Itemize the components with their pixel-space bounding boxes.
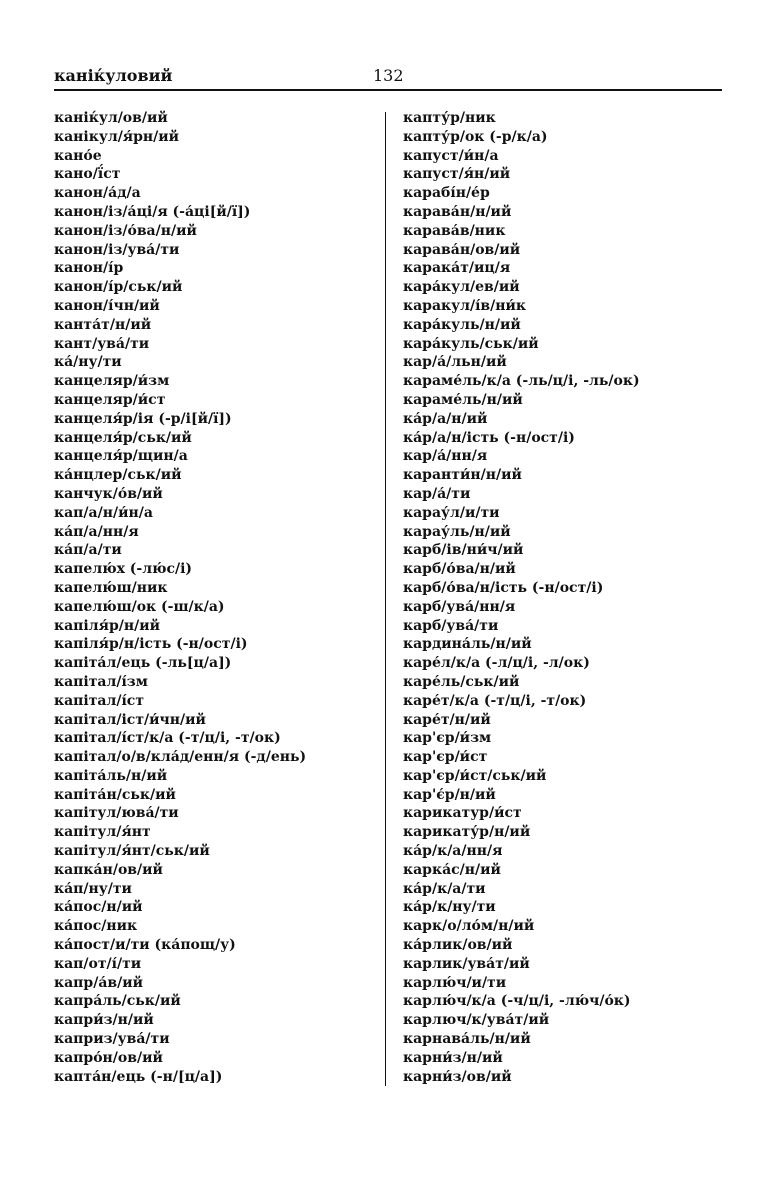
dictionary-entry: карка́с/н/ий: [403, 861, 501, 878]
dictionary-entry: канікул/я́рн/ий: [54, 128, 180, 145]
dictionary-entry: канцеля́р/ія (-р/і[й/ї]): [54, 410, 232, 427]
dictionary-entry: капіля́р/н/ість (-н/ост/і): [54, 636, 248, 653]
dictionary-entry: канон/і́р/ськ/ий: [54, 279, 183, 296]
dictionary-entry: кано́е: [54, 147, 102, 164]
dictionary-entry: карб/ів/ни́ч/ий: [403, 542, 524, 559]
dictionary-entry: карава́н/ов/ий: [403, 241, 521, 258]
dictionary-entry: карб/о́ва/н/ий: [403, 561, 516, 578]
dictionary-entry: канцеля́р/ськ/ий: [54, 429, 192, 446]
dictionary-entry: капро́н/ов/ий: [54, 1049, 163, 1066]
dictionary-entry: кар'єр/и́ст: [403, 749, 488, 766]
dictionary-entry: ка́п/а/нн/я: [54, 523, 139, 540]
dictionary-entry: кар/а́/ти: [403, 485, 471, 502]
dictionary-entry: кара́кул/ев/ий: [403, 279, 520, 296]
dictionary-entry: ка́р/а/н/ий: [403, 410, 488, 427]
dictionary-entry: карау́л/и/ти: [403, 504, 500, 521]
dictionary-entry: карб/ува́/нн/я: [403, 598, 516, 615]
dictionary-entry: капр/а́в/ий: [54, 974, 144, 991]
dictionary-entry: кап/от/і́/ти: [54, 955, 142, 972]
dictionary-entry: ка́пост/и/ти (ка́пощ/у): [54, 937, 236, 954]
dictionary-entry: канон/із/а́ці/я (-а́ці[й/ї]): [54, 203, 251, 220]
dictionary-entry: карнава́ль/н/ий: [403, 1031, 531, 1048]
dictionary-entry: капри́з/н/ий: [54, 1012, 154, 1029]
dictionary-entry: ка́р/к/а/нн/я: [403, 843, 503, 860]
dictionary-entry: кар'єр/и́ст/ськ/ий: [403, 767, 547, 784]
dictionary-entry: кардина́ль/н/ий: [403, 636, 532, 653]
dictionary-entry: каніќул/ов/ий: [54, 110, 168, 126]
dictionary-entry: капіта́л/ець (-ль[ц/а]): [54, 655, 232, 672]
dictionary-entry: канцеля́р/щин/а: [54, 448, 188, 465]
dictionary-entry: ка́р/к/а/ти: [403, 880, 486, 897]
dictionary-entry: ка́рлик/ов/ий: [403, 937, 513, 954]
dictionary-entry: карлю́ч/и/ти: [403, 974, 507, 991]
dictionary-entry: кант/ува́/ти: [54, 335, 150, 352]
dictionary-entry: канон/із/ува́/ти: [54, 241, 180, 258]
right-column: [403, 109, 733, 1086]
dictionary-entry: карака́т/иц/я: [403, 260, 511, 277]
dictionary-entry: карни́з/н/ий: [403, 1049, 503, 1066]
dictionary-entry: карни́з/ов/ий: [403, 1068, 512, 1085]
dictionary-entry: карлю́ч/к/а (-ч/ц/і, -лю́ч/о́к): [403, 993, 631, 1010]
dictionary-entry: каре́ль/ськ/ий: [403, 673, 520, 690]
dictionary-entry: карикату́р/н/ий: [403, 824, 531, 841]
dictionary-entry: ка́п/ну/ти: [54, 880, 132, 897]
dictionary-entry: карк/о/ло́м/н/ий: [403, 918, 535, 935]
dictionary-entry: капелю́х (-лю́с/і): [54, 561, 193, 578]
dictionary-entry: караме́ль/н/ий: [403, 391, 523, 408]
dictionary-entry: канцеляр/и́зм: [54, 373, 170, 390]
dictionary-entry: канон/і́р: [54, 260, 124, 277]
dictionary-entry: капітал/і́ст/к/а (-т/ц/і, -т/ок): [54, 730, 281, 747]
dictionary-entry: кар'єр/и́зм: [403, 730, 492, 747]
running-headword: каніќуловий: [54, 66, 173, 85]
dictionary-entry: канцеляр/и́ст: [54, 391, 166, 408]
dictionary-entry: каракул/і́в/ни́к: [403, 297, 526, 314]
header-rule: [54, 89, 722, 91]
dictionary-entry: капелю́ш/ник: [54, 579, 168, 596]
dictionary-entry: канон/і́чн/ий: [54, 297, 160, 314]
dictionary-entry: ка́р/к/ну/ти: [403, 899, 496, 916]
dictionary-entry: капуст/и́н/а: [403, 147, 499, 164]
dictionary-entry: ка́пос/ник: [54, 918, 138, 935]
dictionary-entry: ка́п/а/ти: [54, 542, 122, 559]
dictionary-entry: кар/а́/нн/я: [403, 448, 488, 465]
dictionary-entry: капуст/я́н/ий: [403, 166, 511, 183]
dictionary-entry: карлик/ува́т/ий: [403, 955, 530, 972]
dictionary-entry: кара́куль/ськ/ий: [403, 335, 539, 352]
dictionary-entry: капіта́ль/н/ий: [54, 767, 168, 784]
dictionary-entry: канта́т/н/ий: [54, 316, 152, 333]
dictionary-entry: карикатур/и́ст: [403, 805, 522, 822]
dictionary-entry: каре́т/к/а (-т/ц/і, -т/ок): [403, 692, 587, 709]
dictionary-entry: капітул/я́нт/ськ/ий: [54, 843, 210, 860]
dictionary-entry: канон/а́д/а: [54, 185, 141, 202]
dictionary-entry: каранти́н/н/ий: [403, 467, 522, 484]
dictionary-entry: капітул/я́нт: [54, 824, 151, 841]
dictionary-entry: карабі́н/е́р: [403, 185, 490, 202]
dictionary-entry: караме́ль/к/а (-ль/ц/і, -ль/ок): [403, 373, 640, 390]
dictionary-entry: карб/ува́/ти: [403, 617, 499, 634]
dictionary-entry: капітал/і́ст: [54, 692, 144, 709]
dictionary-entry: каре́т/н/ий: [403, 711, 491, 728]
dictionary-entry: капра́ль/ськ/ий: [54, 993, 181, 1010]
left-column: [54, 109, 374, 1086]
dictionary-entry: ка́нцлер/ськ/ий: [54, 467, 182, 484]
dictionary-entry: кар'є́р/н/ий: [403, 786, 496, 803]
dictionary-entry: капіта́н/ськ/ий: [54, 786, 176, 803]
dictionary-entry: капітул/юва́/ти: [54, 805, 179, 822]
dictionary-entry: каре́л/к/а (-л/ц/і, -л/ок): [403, 655, 590, 672]
dictionary-entry: капітал/о/в/кла́д/енн/я (-д/ень): [54, 749, 307, 766]
dictionary-entry: кано/ї́ст: [54, 166, 121, 183]
dictionary-entry: карава́н/н/ий: [403, 203, 512, 220]
dictionary-entry: каприз/ува́/ти: [54, 1031, 170, 1048]
dictionary-entry: ка́/ну/ти: [54, 354, 122, 371]
dictionary-entry: капелю́ш/ок (-ш/к/а): [54, 598, 225, 615]
page-number: 132: [373, 66, 404, 85]
dictionary-entry: капіля́р/н/ий: [54, 617, 160, 634]
dictionary-entry: кара́куль/н/ий: [403, 316, 521, 333]
dictionary-entry: канчук/о́в/ий: [54, 485, 163, 502]
dictionary-entry: ка́р/а/н/ість (-н/ост/і): [403, 429, 575, 446]
dictionary-entry: капітал/іст/и́чн/ий: [54, 711, 206, 728]
dictionary-entry: карб/о́ва/н/ість (-н/ост/і): [403, 579, 604, 596]
dictionary-entry: канон/із/о́ва/н/ий: [54, 222, 197, 239]
dictionary-entry: кап/а/н/и́н/а: [54, 504, 153, 521]
dictionary-entry: карлюч/к/ува́т/ий: [403, 1012, 550, 1029]
column-divider: [385, 112, 386, 1086]
dictionary-entry: капітал/і́зм: [54, 673, 148, 690]
dictionary-entry: карава́в/ник: [403, 222, 506, 239]
dictionary-entry: карау́ль/н/ий: [403, 523, 511, 540]
dictionary-entry: капту́р/ок (-р/к/а): [403, 128, 548, 145]
dictionary-entry: капту́р/ник: [403, 110, 496, 126]
dictionary-entry: кар/а́/льн/ий: [403, 354, 507, 371]
dictionary-entry: ка́пос/н/ий: [54, 899, 143, 916]
dictionary-entry: капта́н/ець (-н/[ц/а]): [54, 1068, 223, 1085]
dictionary-entry: капка́н/ов/ий: [54, 861, 163, 878]
